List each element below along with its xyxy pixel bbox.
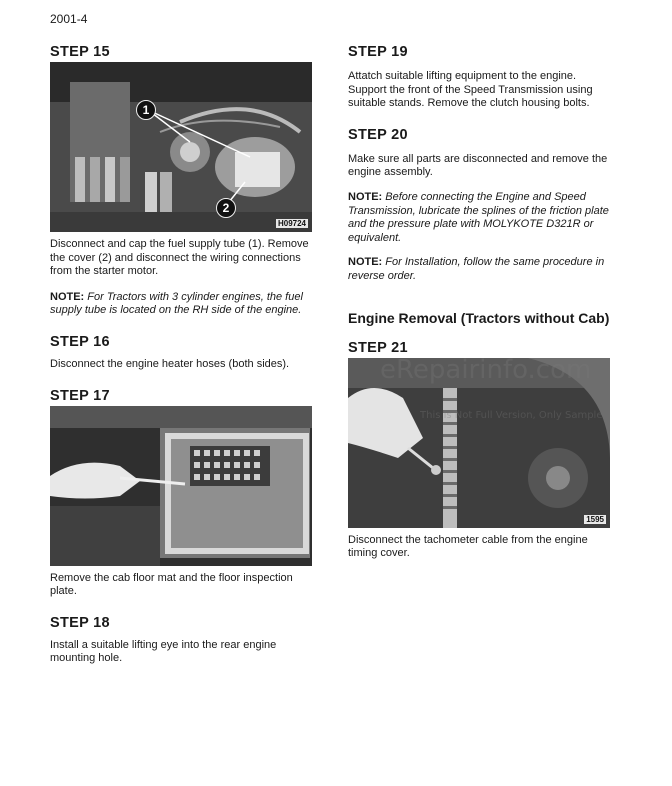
step-20-title: STEP 20 — [348, 126, 408, 143]
right-column — [348, 44, 610, 561]
step-18-title: STEP 18 — [50, 614, 110, 631]
section-title: Engine Removal (Tractors without Cab) — [348, 309, 610, 326]
step-15-title: STEP 15 — [50, 44, 110, 60]
step-19-text: Attatch suitable lifting equipment to the engine. Support the front of the Speed Transmission using suitable stands. Remove the clutch housing bolts. — [348, 70, 593, 110]
step-21-title: STEP 21 — [348, 339, 408, 356]
step-17-text: Remove the cab floor mat and the floor inspection plate. — [50, 571, 293, 598]
left-column — [50, 44, 312, 666]
callout-2: 2 — [216, 198, 236, 218]
step-20-text: Make sure all parts are disconnected and remove the engine assembly. — [348, 152, 608, 179]
step-21-text: Disconnect the tachometer cable from the engine timing cover. — [348, 533, 588, 560]
step-20-note-1 — [348, 191, 610, 245]
step-17-photo — [50, 406, 312, 566]
step-20-note-1-text: Before connecting the Engine and Speed Transmission, lubricate the splines of the friction plate and the pressure plate with MOLYKOTE D321R or equivalent. — [348, 190, 609, 244]
step-19-title: STEP 19 — [348, 44, 408, 60]
step-20-note-1-label: NOTE: — [348, 190, 383, 203]
step-15-figure-code: H09724 — [277, 219, 306, 228]
page-number: 2001-4 — [50, 12, 88, 26]
step-16-title: STEP 16 — [50, 333, 110, 350]
step-15-text: Disconnect and cap the fuel supply tube (1). Remove the cover (2) and disconnect the wiring connections from the starter motor. — [50, 238, 309, 278]
step-17-title: STEP 17 — [50, 387, 110, 404]
watermark-sub: This is Not Full Version, Only Sample — [420, 410, 603, 421]
step-16-text: Disconnect the engine heater hoses (both sides). — [50, 357, 290, 370]
step-15-note-label: NOTE: — [50, 290, 85, 303]
callout-1: 1 — [136, 100, 156, 120]
step-20-note-2 — [348, 256, 610, 283]
step-20-note-2-label: NOTE: — [348, 256, 383, 269]
watermark-main: eRepairinfo.com — [380, 355, 592, 385]
step-20-note-2-text: For Installation, follow the same procedure in reverse order. — [348, 256, 605, 282]
step-15-photo — [50, 62, 312, 232]
step-21-figure-code: 1595 — [586, 514, 604, 524]
step-15-note-text: For Tractors with 3 cylinder engines, the fuel supply tube is located on the RH side of the engine. — [50, 290, 303, 317]
step-18-text: Install a suitable lifting eye into the rear engine mounting hole. — [50, 638, 277, 665]
step-15-note — [50, 291, 312, 318]
